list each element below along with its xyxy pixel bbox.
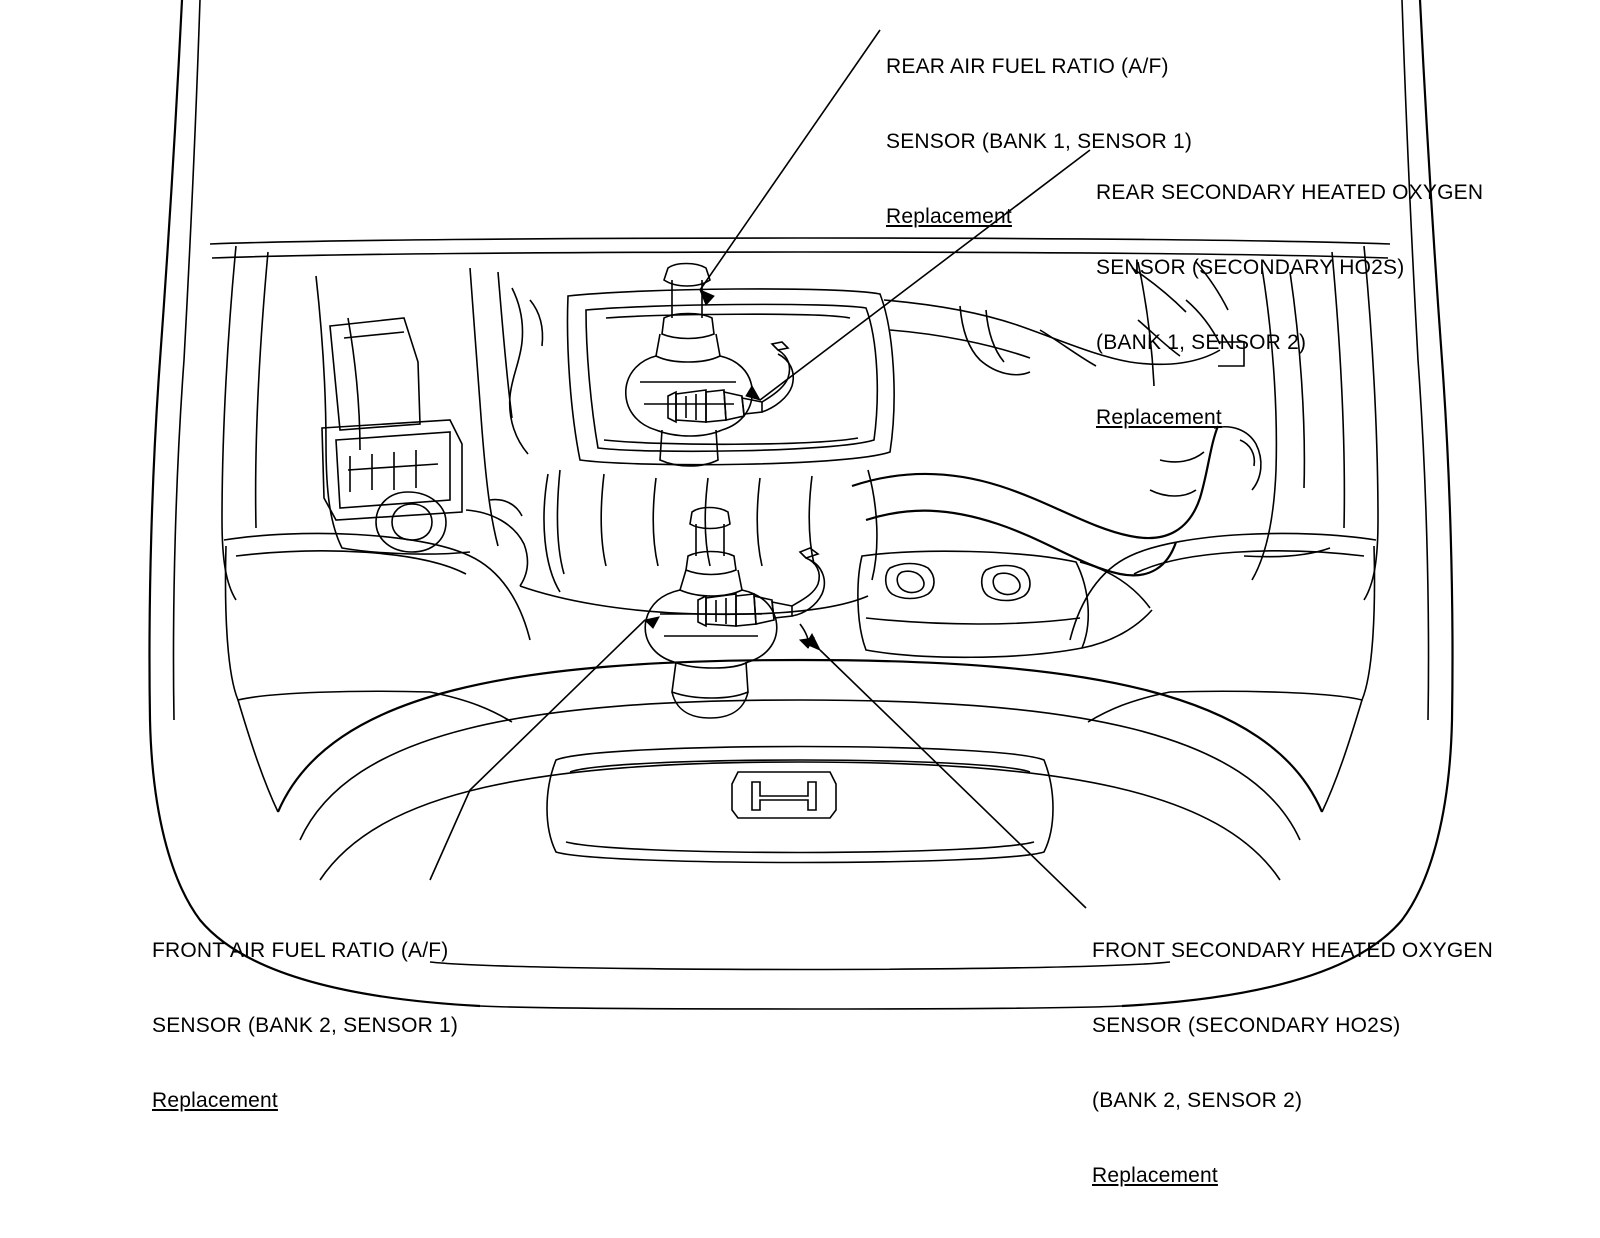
callout-line: REAR AIR FUEL RATIO (A/F) <box>886 55 1169 78</box>
callout-front-af-sensor <box>152 888 458 1163</box>
callout-front-secondary-ho2s <box>1092 888 1493 1238</box>
callout-line: (BANK 2, SENSOR 2) <box>1092 1089 1303 1112</box>
rear-af-sensor-part <box>626 264 752 467</box>
callout-line: SENSOR (BANK 1, SENSOR 1) <box>886 130 1193 153</box>
callout-line: SENSOR (BANK 2, SENSOR 1) <box>152 1014 459 1037</box>
callout-line: (BANK 1, SENSOR 2) <box>1096 331 1307 354</box>
callout-action: Replacement <box>152 1089 278 1112</box>
callout-line: FRONT SECONDARY HEATED OXYGEN <box>1092 939 1493 962</box>
callout-action: Replacement <box>886 205 1012 228</box>
callout-line: FRONT AIR FUEL RATIO (A/F) <box>152 939 449 962</box>
callout-action: Replacement <box>1096 406 1222 429</box>
leader-arrowheads <box>645 290 820 650</box>
callout-line: SENSOR (SECONDARY HO2S) <box>1092 1014 1401 1037</box>
callout-rear-secondary-ho2s <box>1096 130 1483 480</box>
callout-line: SENSOR (SECONDARY HO2S) <box>1096 256 1405 279</box>
callout-action: Replacement <box>1092 1164 1218 1187</box>
callout-line: REAR SECONDARY HEATED OXYGEN <box>1096 181 1484 204</box>
